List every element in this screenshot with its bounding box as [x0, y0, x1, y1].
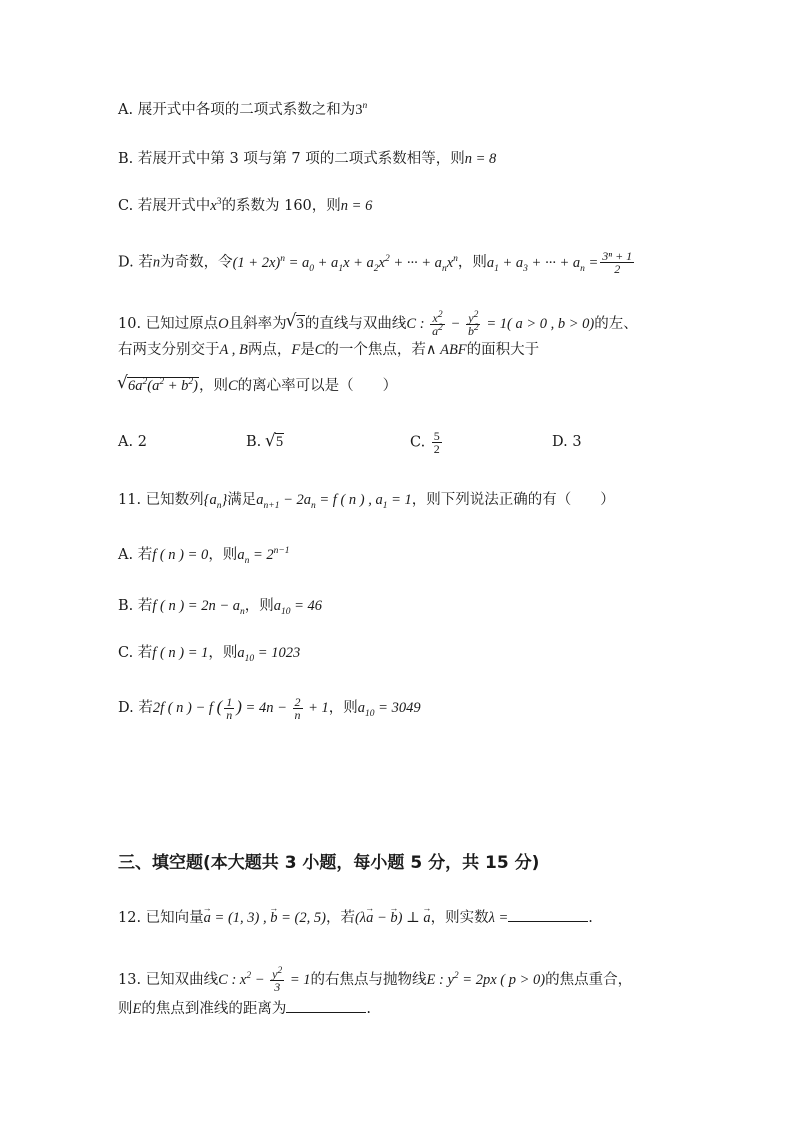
q10-stem-line3: √ $6a^2(a^2 + b^2)$，则C的离心率可以是（ ） — [118, 376, 397, 396]
q11-option-b: B. 若f ( n ) = $2n - a_n$，则$a_{10} = 46$ — [118, 598, 323, 617]
q9-option-a: A. 展开式中各项的二项式系数之和为3$^n$ — [118, 101, 368, 118]
q10-option-d: D. 3 — [552, 434, 582, 450]
q10-option-c: C. $\frac{5}{2}$ — [410, 429, 440, 456]
q11-option-c: C. 若f ( n ) = 1，则$a_{10} = 1023$ — [118, 645, 301, 664]
q11-stem: 11. 已知数列$\{a_n\}$满足$a_{n+1} - 2a_n = f$ ( n ) , $a_1 = 1$，则下列说法正确的有（ ） — [118, 492, 615, 511]
q11-option-a: A. 若f ( n ) = 0，则$a_n = 2^{n-1}$ — [118, 546, 290, 566]
q11-option-d: D. 若2f ( n ) − f ( $\frac{1}{n}$ ) = 4n − $\frac{2}{n}$ + 1，则$a_{10} = 3049$ — [118, 695, 421, 722]
q9-d-fraction: $\frac{\text{3ⁿ + 1}}{2}$ — [602, 249, 633, 276]
q10-option-b: B. √ 5 — [246, 434, 284, 451]
q9-d-expansion: $(1 + 2x)^n = a_0 + a_1x + a_2x^2$ + ··· + $a_nx^n$ — [232, 253, 458, 274]
q10-option-a: A. 2 — [118, 434, 147, 450]
q13-stem-line2: 则E的焦点到准线的距离为 . — [118, 998, 371, 1019]
q9-option-d: D. 若n为奇数，令$(1 + 2x)^n = a_0 + a_1x + a_2x^2$ + ··· + $a_nx^n$，则$a_1 + a_3$ + ··· + $a_n$ = $\frac{\text{3ⁿ + 1}}{2}$ — [118, 249, 633, 276]
q9-d-sum: $a_1 + a_3$ + ··· + $a_n$ = — [486, 254, 599, 274]
q9-option-d-text: D. 若 — [118, 254, 153, 271]
q9-option-c: C. 若展开式中$x^3$的系数为 160，则n = 6 — [118, 197, 373, 214]
q13-answer-blank[interactable] — [286, 998, 366, 1013]
q12-answer-blank[interactable] — [508, 907, 588, 922]
q9-option-c-text: C. 若展开式中 — [118, 198, 211, 214]
section3-heading: 三、填空题(本大题共 3 小题，每小题 5 分，共 15 分) — [118, 853, 540, 873]
q9-option-b-text: B. 若展开式中第 3 项与第 7 项的二项式系数相等，则 — [118, 151, 465, 167]
q13-stem-line1: 13. 已知双曲线C : $x^2$ − $\frac{y^2}{3}$ = 1的右焦点与抛物线E : $y^2 = 2px$ ( p > 0)的焦点重合， — [118, 966, 633, 994]
q12-stem: 12. 已知向量→ a = (1, 3) , → b = (2, 5)，若(λ→ a − → b) ⊥ → a，则实数λ = . — [118, 907, 593, 928]
q9-option-b: B. 若展开式中第 3 项与第 7 项的二项式系数相等，则n = 8 — [118, 151, 497, 167]
q10-area-sqrt: √ $6a^2(a^2 + b^2)$ — [118, 376, 199, 396]
q10-stem-line2: 右两支分别交于A , B两点，F是C的一个焦点，若∧ ABF的面积大于 — [118, 342, 540, 358]
q10-stem-line1: 10. 已知过原点O且斜率为√ 3的直线与双曲线C : $\frac{x^2}{a^2}$ − $\frac{y^2}{b^2}$ = 1( a > 0 , b > 0)的左、 — [118, 312, 638, 337]
q9-option-a-text: A. 展开式中各项的二项式系数之和为 — [118, 102, 356, 118]
sqrt3: √ 3 — [287, 314, 305, 334]
q10-hyperbola: C : $\frac{x^2}{a^2}$ − $\frac{y^2}{b^2}$ = 1( a > 0 , b > 0) — [406, 310, 595, 338]
